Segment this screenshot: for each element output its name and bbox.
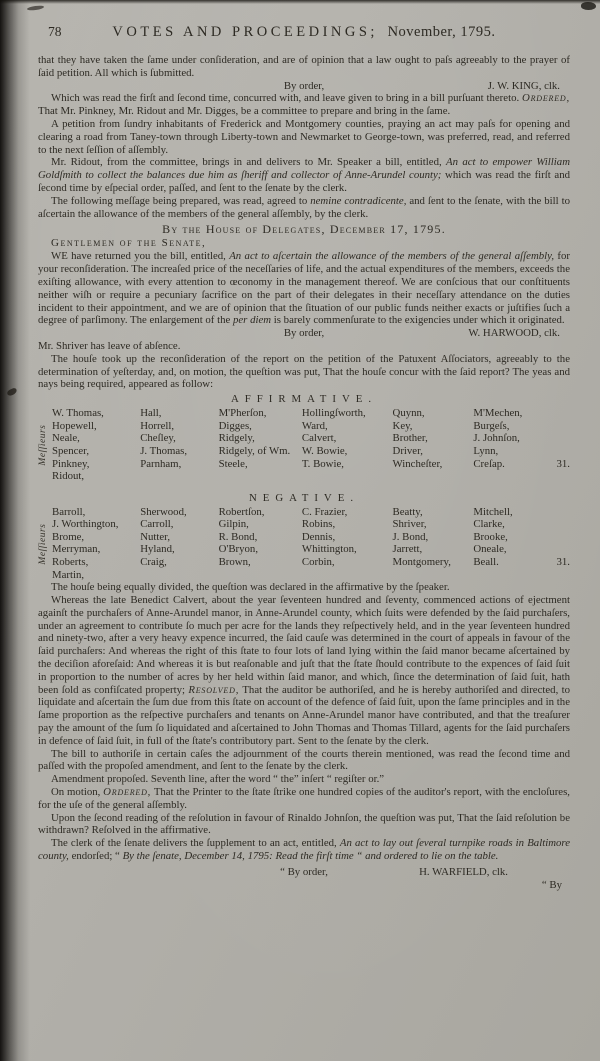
vote-row (52, 506, 542, 519)
vote-name: Sherwood, (140, 505, 187, 518)
negative-table (38, 506, 570, 582)
vote-name: Clarke, (473, 518, 505, 531)
vote-name (140, 569, 218, 582)
vote-row (52, 407, 542, 420)
vote-row (52, 420, 542, 433)
paragraph-printer-order (38, 786, 570, 812)
paragraph-we-returned (38, 250, 570, 327)
text-segment: Whereas the late Benedict Calvert, about the year ſeventeen hundred and ſeventy, commenced actions of ejectment againſt the purchaſers of Anne-Arundel manor, in Anne-Arundel county, which ſuits were defended by the ſaid purchaſers, under an agreement to contribute ſo much per acre for the lands they reſpectively held, and in the year ſeventeen hundred and ninety-two, after a very heavy expence incurred, the ſaid cauſe was determined in the court of appeals in favour of the ſaid purchaſers: And whereas the right of this ſtate to four lots of land lying within the ſaid manor became aſcertained by the deciſion aforeſaid: And whereas it is but reaſonable and juſt that the ſtate ſhould contribute to the expences of ſaid ſuit in proportion to the number of acres by her held within ſaid manor, and which, ſince the determination of ſaid ſuit, hath been ſold as confiſcated property; (38, 594, 570, 696)
vote-name: Driver, (392, 444, 423, 457)
vote-row (52, 518, 542, 531)
negative-names (52, 506, 542, 582)
vote-row (52, 556, 542, 569)
text-segment: On motion, (51, 786, 104, 798)
vote-name: J. Thomas, (140, 444, 188, 457)
vote-name: Shriver, (392, 518, 427, 531)
vote-name: Robertſon, (218, 505, 265, 518)
vote-name: Corbin, (301, 556, 335, 569)
messieurs-label: Meſſieurs (38, 523, 48, 564)
vote-name: Jarrett, (392, 543, 423, 556)
vote-name: Oneale, (473, 543, 507, 556)
by-order-label: “ By order, (280, 865, 328, 878)
text-segment: Mr. Ridout, from the committee, brings in and delivers to Mr. Speaker a bill, entitled, (51, 156, 447, 169)
vote-name: Horrell, (140, 419, 175, 432)
vote-name: Beatty, (392, 505, 423, 518)
paragraph-equally-divided: The houſe being equally divided, the queſtion was declared in the affirmative by the ſpeaker. (51, 581, 450, 594)
vote-name: Martin, (52, 568, 85, 581)
title-text: VOTES AND PROCEEDINGS; (112, 24, 378, 40)
paragraph-committee (38, 92, 570, 118)
vote-name: Robins, (301, 518, 336, 531)
vote-name: Brother, (392, 432, 428, 445)
paragraph-goldsmith-bill (38, 156, 570, 194)
vote-name: Lynn, (473, 444, 499, 457)
vote-name (302, 470, 393, 483)
signature-king: J. W. KING, clk. (487, 79, 560, 92)
vote-name: Brome, (52, 530, 85, 543)
paragraph-whereas-calvert (38, 594, 570, 748)
vote-name: Spencer, (52, 444, 90, 457)
vote-name: Nutter, (140, 530, 171, 543)
vote-name: Whittington, (301, 543, 357, 556)
vote-name: Quynn, (392, 407, 425, 420)
vote-name: Roberts, (52, 556, 89, 569)
text-segment: Ordered, (103, 786, 152, 798)
vote-name (140, 470, 218, 483)
text-segment: The clerk of the ſenate delivers the ſupplement to an act, entitled, (51, 837, 340, 850)
affirmative-table (38, 407, 570, 483)
paragraph-patuxent: The houſe took up the reconſideration of the report on the petition of the Patuxent Aſſociators, agreeably to the determination of yeſterday, and, on motion, the queſtion was put, That the houſe concur with the ſaid report? The yeas and nays being required, appeared as follow: (38, 352, 570, 391)
paragraph-amendment-proposed: Amendment propoſed. Seventh line, after the word “ the” inſert “ regiſter or.” (51, 773, 385, 786)
vote-name (219, 569, 302, 582)
vote-name: Wincheſter, (392, 457, 443, 470)
by-order-label: By order, (283, 79, 325, 92)
catchword: “ By (541, 878, 562, 891)
vote-name: Creſap. (473, 457, 505, 470)
affirmative-count: 31. (556, 457, 570, 470)
vote-name: T. Bowie, (301, 457, 344, 470)
book-binding-shadow (0, 0, 30, 1061)
vote-name: Steele, (218, 457, 248, 470)
vote-name: W. Thomas, (52, 407, 104, 420)
negative-heading: NEGATIVE. (248, 491, 360, 504)
vote-name: Mitchell, (473, 505, 513, 518)
vote-row (52, 531, 542, 544)
vote-name: Parnham, (140, 457, 182, 470)
vote-name: Merryman, (52, 543, 101, 556)
page-number: 78 (48, 24, 62, 39)
paragraph-petition-road: A petition from ſundry inhabitants of Frederick and Montgomery counties, praying an act may paſs for opening and clearing a road from Taney-town through Liberty-town and Newmarket to George-town, was preferred, read, and referred to the next ſeſſion of aſſembly. (38, 117, 570, 156)
paragraph-shriver-absence: Mr. Shriver has leave of abſence. (38, 339, 181, 352)
vote-name: Beall. (473, 556, 499, 569)
text-segment: nemine contradicente, (310, 194, 407, 207)
vote-name (473, 470, 542, 483)
page-top-edge (0, 0, 600, 4)
signature-warfield: H. WARFIELD, clk. (419, 865, 508, 878)
vote-name: Ridgely, of Wm. (218, 444, 291, 457)
vote-row (52, 569, 542, 582)
text-segment: Which was read the firſt and ſecond time, concurred with, and leave given to bring in a bill purſuant thereto. (51, 92, 522, 105)
text-segment: WE have returned you the bill, entitled, (51, 250, 230, 263)
catchword-row (38, 879, 570, 892)
vote-name: Key, (392, 419, 413, 432)
text-segment: By the ſenate, December 14, 1795: Read the firſt time “ and ordered to lie on the table. (122, 849, 499, 862)
vote-row (52, 458, 542, 471)
text-segment: and ſent to the ſenate, with the bill to aſcertain the allowance of the members of the general aſſembly, by the clerk. (38, 194, 570, 220)
vote-name: W. Bowie, (301, 444, 348, 457)
vote-name: J. Johnſon, (473, 432, 520, 445)
vote-name: Burgeſs, (473, 419, 510, 432)
text-segment: An act to aſcertain the allowance of the members of the general aſſembly, (229, 250, 555, 263)
affirmative-heading: AFFIRMATIVE. (230, 393, 378, 406)
vote-name: O'Bryon, (218, 543, 259, 556)
footer-by-order (38, 866, 570, 879)
text-segment: endorſed; “ (68, 849, 123, 862)
by-order-harwood (38, 327, 570, 340)
vote-name: Hollingſworth, (301, 407, 366, 420)
vote-row (52, 432, 542, 445)
text-segment: That the Printer to the ſtate ſtrike one hundred copies of the auditor's report, with the encloſures, for the uſe of the general aſſembly. (38, 786, 570, 811)
vote-name: C. Frazier, (301, 505, 348, 518)
vote-name (393, 470, 474, 483)
vote-name: R. Bond, (218, 530, 258, 543)
paragraph-rinaldo-johnson: Upon the ſecond reading of the reſolution in favour of Rinaldo Johnſon, the queſtion was put, That the ſaid reſolution be withdrawn? Reſolved in the affirmative. (38, 811, 570, 837)
vote-row (52, 543, 542, 556)
messieurs-label: Meſſieurs (38, 424, 48, 466)
ink-smudge (581, 2, 596, 10)
vote-name: Montgomery, (392, 556, 451, 569)
vote-name: M'Pherſon, (218, 407, 267, 420)
page-title (84, 24, 524, 41)
vote-name (393, 569, 474, 582)
vote-name: Gilpin, (218, 518, 249, 531)
by-order-king (38, 80, 570, 93)
vote-name: Hopewell, (52, 419, 97, 432)
vote-name: Hall, (140, 407, 162, 420)
affirmative-names (52, 407, 542, 483)
paragraph-turnpike-supplement (38, 837, 570, 863)
vote-name: Brooke, (473, 530, 508, 543)
paragraph-consideration: that they have taken the ſame under conſideration, and are of opinion that a law ought to paſs agreeably to the prayer of ſaid petition. All which is ſubmitted. (38, 54, 570, 79)
vote-name: Brown, (218, 556, 251, 569)
house-of-delegates-heading: By the House of Delegates, December 17, 1795. (162, 222, 446, 237)
paragraph-message (38, 195, 570, 221)
text-segment: An act to empower William Goldſmith to collect the balances due him as ſheriff and collector of Anne-Arundel county; (38, 156, 570, 182)
vote-name: Ridout, (52, 470, 85, 483)
text-segment: Ordered, (522, 92, 570, 105)
running-header (38, 24, 570, 41)
by-order-label: By order, (283, 327, 325, 340)
vote-name: Cheſley, (140, 432, 176, 445)
gentlemen-of-senate-heading: Gentlemen of the Senate, (51, 237, 207, 250)
title-date: November, 1795. (387, 24, 496, 40)
text-segment: which was read the firſt and ſecond time by eſpecial order, paſſed, and ſent to the ſenate by the clerk. (38, 169, 571, 194)
vote-name: Hyland, (140, 543, 175, 556)
vote-name: Neale, (52, 432, 80, 445)
vote-row (52, 470, 542, 483)
vote-name: Dennis, (301, 530, 336, 543)
vote-name: J. Worthington, (52, 518, 119, 531)
text-segment: for your reconſideration. The increaſed price of the neceſſaries of life, and the actual expenditures of the members, exceeds the exiſting allowance, with every attention to œconomy in the management thereof. We are conſcious that our conſtituents neither wiſh or require a pecuniary ſacrifice on the part of their delegates in their neceſſary attendance on the duties incident to their appointment, and we are of opinion that the ſituation of our public funds neither exacts or juſtifies ſuch a degree of parſimony. The enlargement of the (38, 250, 570, 327)
vote-name: M'Mechen, (473, 407, 523, 420)
vote-name: J. Bond, (392, 530, 429, 543)
text-segment: That the auditor be authoriſed, and he is hereby authoriſed and directed, to liquidate and aſcertain the ſum due from this ſtate on account of the defence of ſaid ſuit, upon the ſame principles and in the ſame proportion as the reſpective purchaſers and tenants on Anne-Arundel manor have contributed, and that the treaſurer pay the amount of the ſum ſo liquidated and aſcertained to John Thomas and Thomas Tillard, agents for the ſaid purchaſers in defence of ſaid ſuit, in full of the ſtate's contributory part. Sent to the ſenate by the clerk. (38, 683, 571, 747)
text-segment: An act to lay out ſeveral turnpike roads in Baltimore county, (38, 837, 570, 862)
vote-name (302, 569, 393, 582)
text-segment: per diem (232, 314, 272, 327)
vote-name: Craig, (140, 556, 167, 569)
vote-name: Pinkney, (52, 457, 90, 470)
signature-harwood: W. HARWOOD, clk. (468, 327, 560, 340)
vote-name: Calvert, (301, 432, 337, 445)
page-content (38, 24, 570, 892)
text-segment: is barely commenſurate to the exigencies under which it originated. (271, 314, 565, 327)
text-segment: That Mr. Pinkney, Mr. Ridout and Mr. Digges, be a committee to prepare and bring in the ſame. (38, 105, 451, 118)
vote-name: Ward, (301, 419, 328, 432)
text-segment: Resolved, (188, 683, 240, 696)
vote-name: Barroll, (52, 505, 86, 518)
vote-name: Ridgely, (218, 432, 255, 445)
vote-name (219, 470, 302, 483)
vote-name: Carroll, (140, 518, 174, 531)
vote-name (473, 569, 542, 582)
negative-count: 31. (556, 556, 570, 569)
vote-row (52, 445, 542, 458)
text-segment: The following meſſage being prepared, was read, agreed to (51, 194, 311, 207)
paragraph-adjournment-bill: The bill to authoriſe in certain caſes the adjournment of the courts therein mentioned, was read the ſecond time and paſſed with the propoſed amendment, and ſent to the ſenate by the clerk. (38, 747, 570, 773)
vote-name: Digges, (218, 419, 252, 432)
